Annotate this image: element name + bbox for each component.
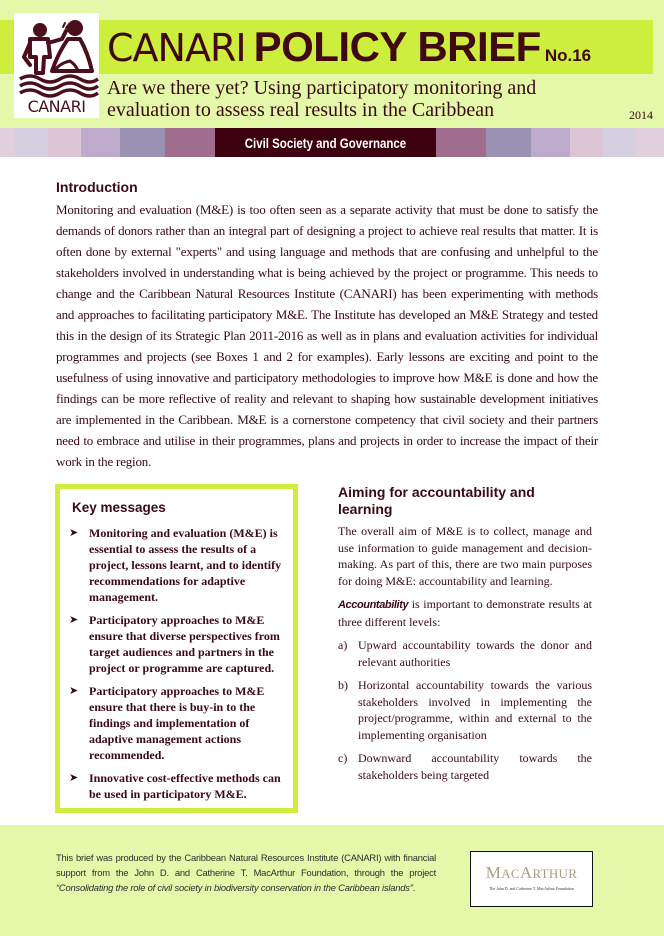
accountability-level-item (338, 677, 592, 743)
key-message-item (69, 612, 284, 676)
strip-swatch (436, 128, 486, 157)
brief-subtitle: Are we there yet? Using participatory monitoring and evaluation to assess real results in the Caribbean (107, 77, 537, 121)
wordmark-part: A (519, 863, 533, 882)
accountability-paragraph (338, 596, 592, 630)
list-marker: a) (338, 638, 348, 652)
topic-label: Civil Society and Governance (244, 134, 407, 151)
wordmark-part: RTHUR (532, 866, 578, 881)
key-message-text: Monitoring and evaluation (M&E) is essential to assess the results of a project, lessons learnt, and to identify recommendations for adaptive management. (89, 526, 282, 604)
key-messages-box (55, 484, 298, 813)
logo-wordmark: CANARI (27, 97, 86, 116)
introduction-heading: Introduction (56, 179, 138, 195)
brief-title (107, 22, 591, 72)
strip-swatch (603, 128, 636, 157)
topic-strip (0, 128, 664, 157)
level-text: Downward accountability towards the stakeholders being targeted (358, 751, 592, 782)
funding-acknowledgement (56, 850, 436, 895)
accountability-levels (338, 637, 592, 783)
title-main: POLICY BRIEF (253, 23, 541, 70)
strip-swatch (120, 128, 165, 157)
funding-text-end: . (412, 882, 416, 893)
aiming-paragraph: The overall aim of M&E is to collect, manage and use information to guide management and decision-making. As part of this, there are two main purposes for doing M&E: accountability and learning. (338, 524, 592, 588)
level-text: Horizontal accountability towards the various stakeholders involved in implementing the project/programme, within and external to the implementing organisation (358, 678, 592, 742)
funding-text: This brief was produced by the Caribbean Natural Resources Institute (CANARI) with financial support from the John D. and Catherine T. MacArthur Foundation, through the project (56, 852, 436, 878)
key-message-item (69, 683, 284, 763)
list-marker: b) (338, 678, 348, 692)
strip-swatch (165, 128, 215, 157)
strip-swatch (570, 128, 603, 157)
wordmark-part: M (485, 863, 502, 882)
issue-number: No.16 (544, 46, 592, 65)
introduction-body: Monitoring and evaluation (M&E) is too often seen as a separate activity that must be done to satisfy the demands of donors rather than an integral part of designing a project to achieve real results that matter. It is often done by external "experts" and using language and methods that are confusing and unhelpful to the stakeholders involved in understanding what is being achieved by the project or programme. This needs to change and the Caribbean Natural Resources Institute (CANARI) has been experimenting with methods and approaches to facilitating participatory M&E. The Institute has developed an M&E Strategy and tested this in the design of its Strategic Plan 2011-2016 as well as in plans and evaluation activities for individual programmes and projects (see Boxes 1 and 2 for examples). Early lessons are exciting and point to the usefulness of using innovative and participatory methodologies to improve how M&E is done and how the findings can be more reflective of reality and relevant to shaping how sustainable development initiatives are implemented in the Caribbean. M&E is a cornerstone competency that civil society and their partners need to embrace and utilise in their programmes, plans and projects in order to increase the impact of their work in the region. (56, 202, 598, 469)
topic-label-box (215, 128, 436, 157)
strip-swatch (15, 128, 48, 157)
list-marker: c) (338, 751, 348, 765)
strip-swatch (486, 128, 531, 157)
project-title: “Consolidating the role of civil society in biodiversity conservation in the Caribbean islands” (56, 882, 413, 893)
strip-swatch (81, 128, 120, 157)
macarthur-logo (470, 851, 593, 907)
strip-swatch (636, 128, 664, 157)
key-message-item (69, 525, 284, 605)
accountability-text: is important to demonstrate results at three different levels: (338, 597, 592, 629)
key-message-text: Participatory approaches to M&E ensure that there is buy-in to the findings and implementation of adaptive management actions recommended. (89, 684, 265, 762)
level-text: Upward accountability towards the donor and relevant authorities (358, 638, 592, 669)
arrowhead-bullet-icon: ➤ (69, 685, 79, 697)
macarthur-subtitle: The John D. and Catherine T. MacArthur Foundation (488, 886, 575, 891)
accountability-level-item (338, 750, 592, 783)
strip-swatch (0, 128, 15, 157)
aiming-heading: Aiming for accountability and learning (338, 484, 535, 517)
macarthur-wordmark (471, 863, 592, 884)
aiming-section (338, 484, 592, 783)
title-org: CANARI (107, 26, 246, 70)
arrowhead-bullet-icon: ➤ (69, 527, 79, 539)
wordmark-part: AC (501, 866, 520, 881)
publication-year: 2014 (629, 108, 653, 122)
key-messages-list (69, 525, 284, 802)
arrowhead-bullet-icon: ➤ (69, 772, 79, 784)
key-message-item (69, 770, 284, 802)
footer (0, 825, 664, 936)
key-message-text: Innovative cost-effective methods can be used in participatory M&E. (89, 771, 281, 801)
accountability-label: Accountability (338, 599, 409, 611)
canari-logo (14, 13, 99, 118)
arrowhead-bullet-icon: ➤ (69, 614, 79, 626)
header (0, 0, 664, 128)
key-messages-title: Key messages (72, 500, 166, 515)
key-message-text: Participatory approaches to M&E ensure that diverse perspectives from target audiences and partners in the project or programme are captured. (89, 613, 280, 675)
strip-swatch (531, 128, 570, 157)
strip-swatch (48, 128, 81, 157)
accountability-level-item (338, 637, 592, 670)
